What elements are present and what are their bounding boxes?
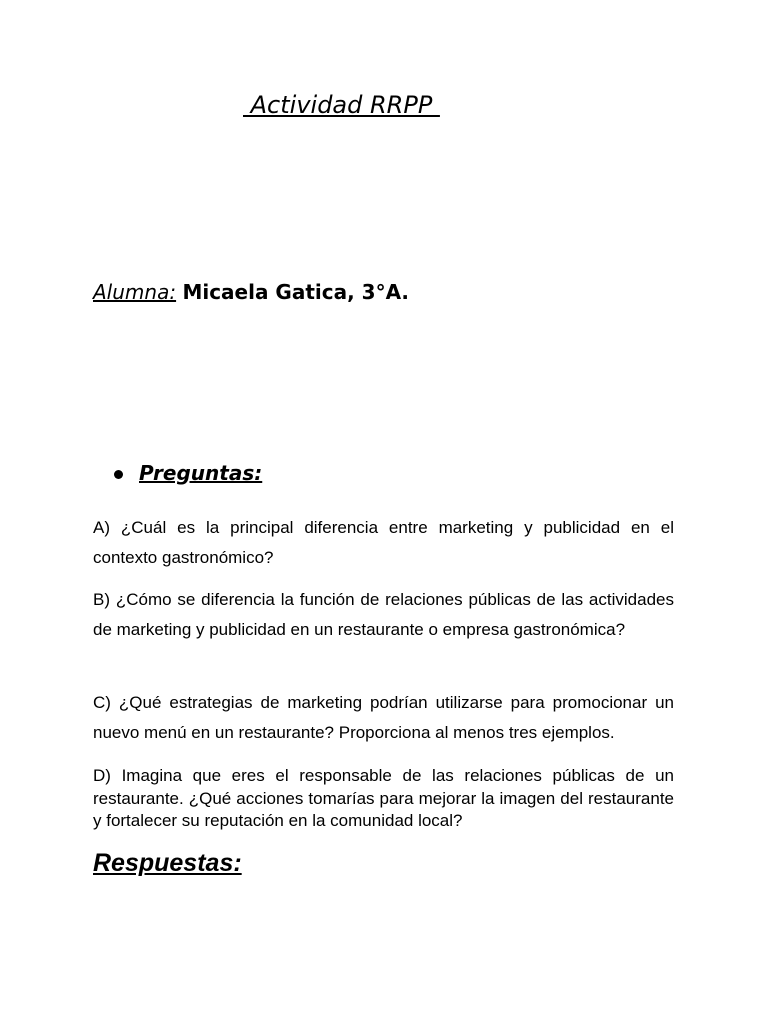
question-b: B) ¿Cómo se diferencia la función de relaciones públicas de las actividades de marketing y publicidad en un restaurante o empresa gastronómica? (93, 590, 674, 639)
answers-heading: Respuestas: (93, 849, 242, 877)
student-name: Micaela Gatica, 3°A. (182, 280, 410, 304)
question-d: D) Imagina que eres el responsable de las relaciones públicas de un restaurante. ¿Qué acciones tomarías para mejorar la imagen del restaurante y fortalecer su reputación en la comunidad local? (93, 766, 674, 830)
student-label: Alumna: (93, 280, 177, 304)
question-a: A) ¿Cuál es la principal diferencia entre marketing y publicidad en el contexto gastronómico? (93, 518, 674, 567)
questions-heading (114, 458, 262, 488)
document-title: Actividad RRPP (243, 91, 440, 119)
question-c: C) ¿Qué estrategias de marketing podrían utilizarse para promocionar un nuevo menú en un restaurante? Proporciona al menos tres ejemplos. (93, 693, 674, 742)
questions-heading-label: Preguntas: (139, 461, 263, 485)
student-line (93, 277, 409, 307)
bullet-icon (114, 470, 123, 479)
